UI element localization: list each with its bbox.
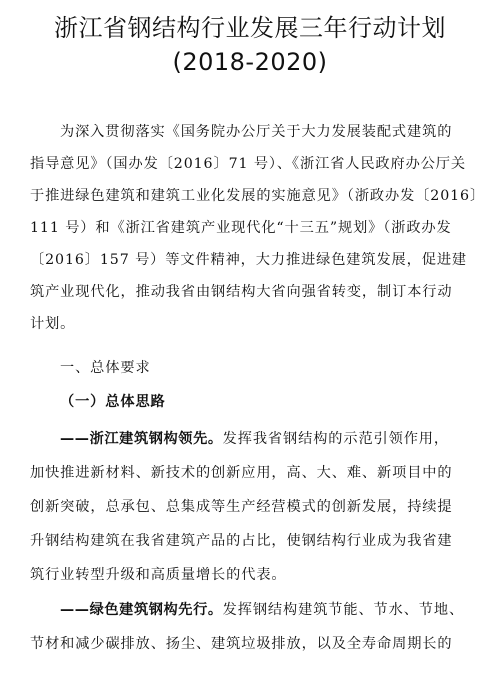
intro-line-6: 筑产业现代化，推动我省由钢结构大省向强省转变，制订本行动 [30, 284, 453, 300]
point-2-first-rest: 发挥钢结构建筑节能、节水、节地、 [222, 602, 465, 618]
document-title: 浙江省钢结构行业发展三年行动计划 [54, 14, 446, 42]
intro-line-2: 指导意见》（国办发〔2016〕71 号）、《浙江省人民政府办公厅关 [30, 156, 466, 172]
point-1-line-4: 升钢结构建筑在我省建筑产品的占比，使钢结构行业成为我省建 [30, 533, 453, 549]
point-1-lead: ——浙江建筑钢构领先。 [60, 431, 223, 447]
point-2-lead: ——绿色建筑钢构先行。 [60, 602, 223, 618]
point-1-line-5: 筑行业转型升级和高质量增长的代表。 [30, 567, 287, 583]
document-subtitle: (2018-2020) [172, 48, 328, 76]
subsection-heading: （一）总体思路 [60, 394, 166, 410]
point-2-line-2: 节材和减少碳排放、扬尘、建筑垃圾排放，以及全寿命周期长的 [30, 636, 453, 652]
intro-line-4: 111 号）和《浙江省建筑产业现代化“十三五”规划》（浙政办发 [30, 220, 452, 236]
point-2-line-1 [60, 600, 464, 620]
intro-line-3: 于推进绿色建筑和建筑工业化发展的实施意见》（浙政办发〔2016〕 [30, 188, 486, 204]
point-1-line-2: 加快推进新材料、新技术的创新应用，高、大、难、新项目中的 [30, 465, 453, 481]
point-1-line-3: 创新突破，总承包、总集成等生产经营模式的创新发展，持续提 [30, 499, 453, 515]
point-1-first-rest: 发挥我省钢结构的示范引领作用， [222, 431, 449, 447]
intro-line-5: 〔2016〕157 号）等文件精神，大力推进绿色建筑发展，促进建 [30, 252, 467, 268]
section-heading: 一、总体要求 [60, 360, 151, 376]
intro-line-1: 为深入贯彻落实《国务院办公厅关于大力发展装配式建筑的 [60, 124, 453, 140]
point-1-line-1 [60, 429, 449, 449]
intro-line-7: 计划。 [30, 316, 76, 332]
